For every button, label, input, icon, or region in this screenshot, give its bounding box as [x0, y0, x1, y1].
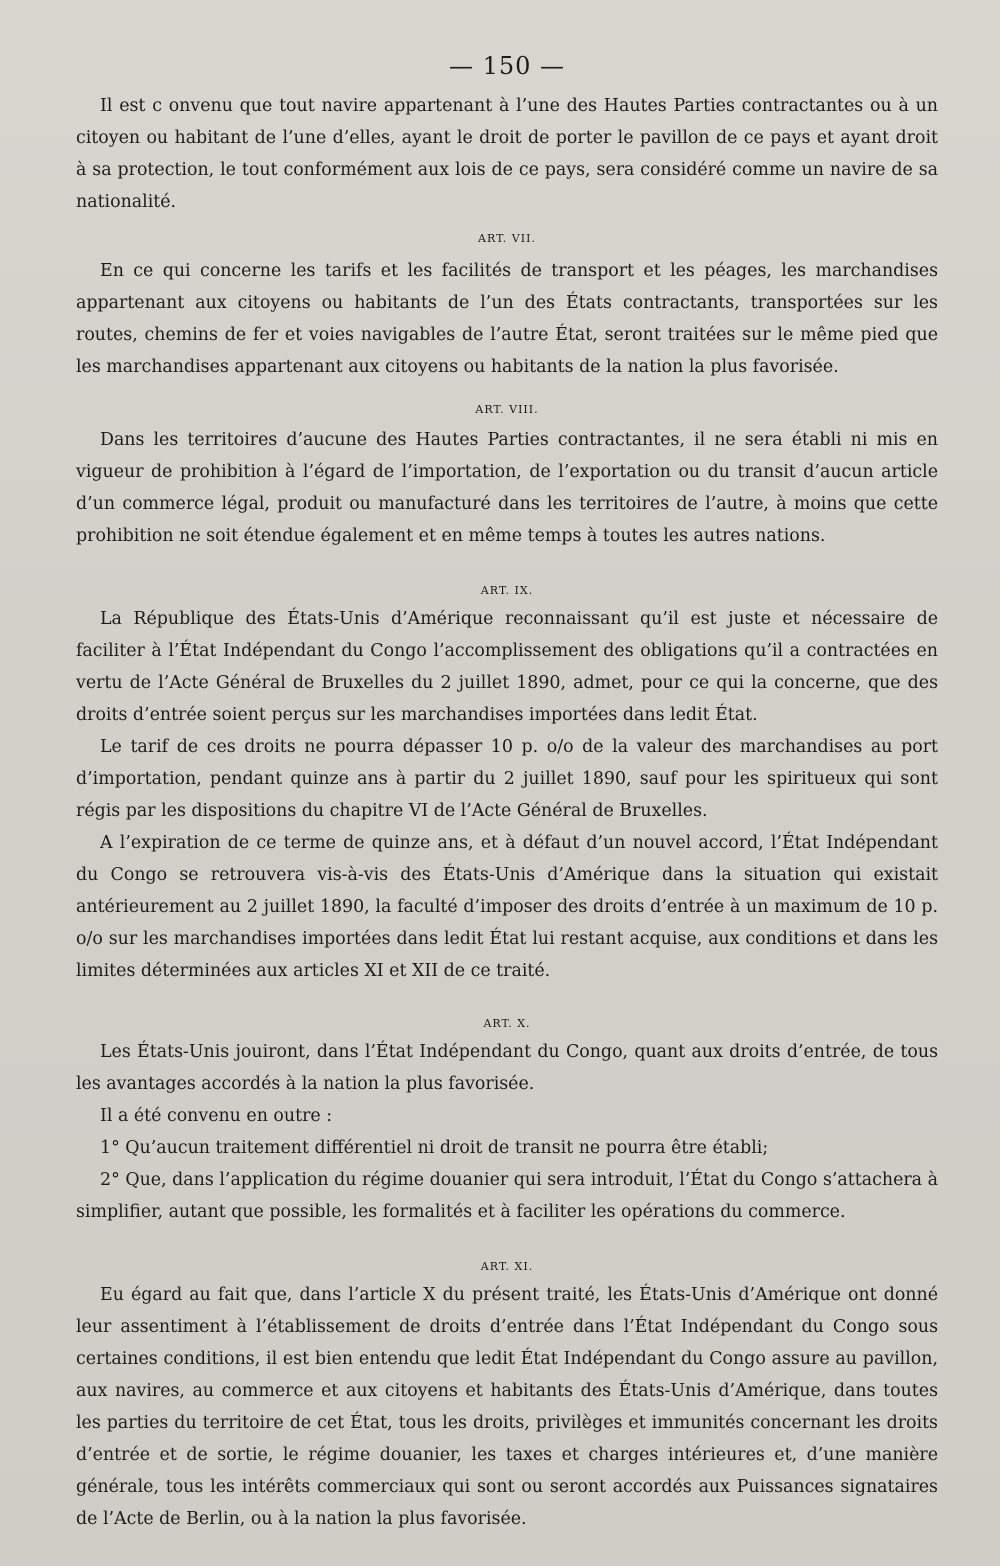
page-number: — 150 — [448, 52, 566, 80]
paragraph-art-viii: Dans les territoires d’aucune des Hautes Parties contractantes, il ne sera établi ni mis en vigueur de prohibition à l’égard de l’importation, de l’exportation ou du transit d’aucun article d’un commerce légal, produit ou manufacturé dans les territoires de l’autre, à moins que cette prohibition ne soit étendue également et en même temps à toutes les autres nations. [76, 430, 938, 546]
paragraph-nationality: Il est c onvenu que tout navire appartenant à l’une des Hautes Parties contractantes ou à un citoyen ou habitant de l’une d’elles, ayant le droit de porter le pavillon de ce pays et ayant droit à sa protection, le tout conformément aux lois de ce pays, sera considéré comme un navire de sa nationalité. [76, 96, 938, 212]
paragraph-art-ix-3: A l’expiration de ce terme de quinze ans, et à défaut d’un nouvel accord, l’État Indépendant du Congo se retrouvera vis-à-vis des États-Unis d’Amérique dans la situation qui existait antérieurement au 2 juillet 1890, la faculté d’imposer des droits d’entrée à un maximum de 10 p. o/o sur les marchandises importées dans ledit État lui restant acquise, aux conditions et dans les limites déterminées aux articles XI et XII de ce traité. [76, 833, 938, 981]
paragraph-art-x-1: Les États-Unis jouiront, dans l’État Indépendant du Congo, quant aux droits d’entrée, de tous les avantages accordés à la nation la plus favorisée. [76, 1042, 938, 1094]
article-heading-xi: ART. XI. [480, 1260, 534, 1273]
article-heading-ix: ART. IX. [480, 584, 534, 597]
paragraph-art-ix-1: La République des États-Unis d’Amérique reconnaissant qu’il est juste et nécessaire de faciliter à l’État Indépendant du Congo l’accomplissement des obligations qu’il a contractées en vertu de l’Acte Général de Bruxelles du 2 juillet 1890, admet, pour ce qui la concerne, que des droits d’entrée soient perçus sur les marchandises importées dans ledit État. [76, 609, 938, 725]
paragraph-art-ix-2: Le tarif de ces droits ne pourra dépasser 10 p. o/o de la valeur des marchandises au port d’importation, pendant quinze ans à partir du 2 juillet 1890, sauf pour les spiritueux qui sont régis par les dispositions du chapitre VI de l’Acte Général de Bruxelles. [76, 737, 938, 821]
paragraph-art-x-4: 2° Que, dans l’application du régime douanier qui sera introduit, l’État du Congo s’attachera à simplifier, autant que possible, les formalités et à faciliter les opérations du commerce. [76, 1170, 938, 1222]
paragraph-art-x-2: Il a été convenu en outre : [100, 1106, 333, 1126]
article-heading-vii: ART. VII. [478, 232, 536, 245]
paragraph-art-vii: En ce qui concerne les tarifs et les facilités de transport et les péages, les marchandises appartenant aux citoyens ou habitants de l’un des États contractants, transportées sur les routes, chemins de fer et voies navigables de l’autre État, seront traitées sur le même pied que les marchandises appartenant aux citoyens ou habitants de la nation la plus favorisée. [76, 261, 938, 377]
article-heading-viii: ART. VIII. [475, 403, 539, 416]
paragraph-art-x-3: 1° Qu’aucun traitement différentiel ni droit de transit ne pourra être établi; [100, 1138, 769, 1158]
article-heading-x: ART. X. [483, 1017, 531, 1030]
paragraph-art-xi: Eu égard au fait que, dans l’article X du présent traité, les États-Unis d’Amérique ont donné leur assentiment à l’établissement de droits d’entrée dans l’État Indépendant du Congo sous certaines conditions, il est bien entendu que ledit État Indépendant du Congo assure au pavillon, aux navires, au commerce et aux citoyens et habitants des États-Unis d’Amérique, dans toutes les parties du territoire de cet État, tous les droits, privilèges et immunités concernant les droits d’entrée et de sortie, le régime douanier, les taxes et charges intérieures et, d’une manière générale, tous les intérêts commerciaux qui sont ou seront accordés aux Puissances signataires de l’Acte de Berlin, ou à la nation la plus favorisée. [76, 1285, 938, 1529]
